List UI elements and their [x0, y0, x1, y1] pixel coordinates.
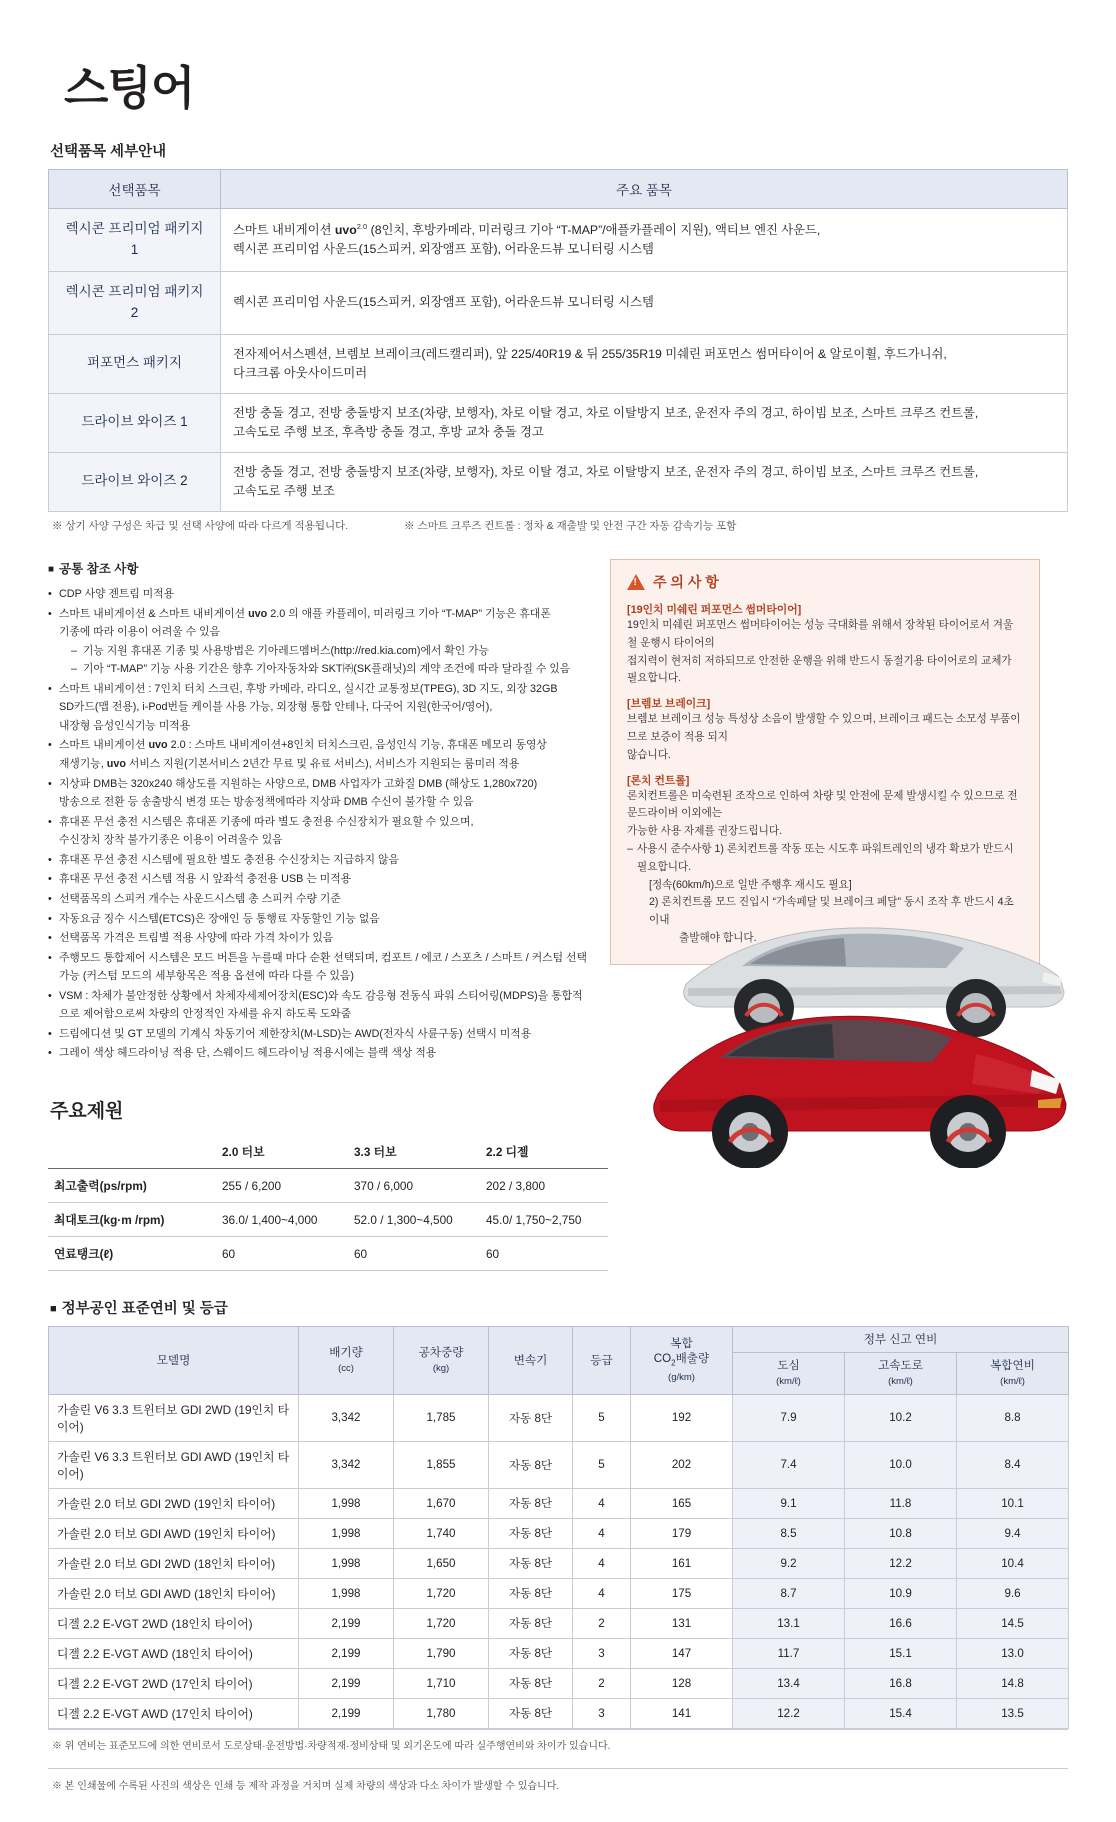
table-row	[48, 1169, 608, 1203]
fuel-combined: 10.1	[957, 1488, 1069, 1518]
fuel-city: 9.2	[733, 1548, 845, 1578]
fuel-co2: 128	[631, 1668, 733, 1698]
list-item: • CDP 사양 젠트림 미적용	[48, 585, 588, 604]
warning-block-text: 브렘보 브레이크 성능 특성상 소음이 발생할 수 있으며, 브레이크 패드는 소모성 부품이므로 보증이 적용 되지 않습니다.	[627, 713, 1021, 761]
option-detail: 전방 충돌 경고, 전방 충돌방지 보조(차량, 보행자), 차로 이탈 경고, 차로 이탈방지 보조, 운전자 주의 경고, 하이빔 보조, 스마트 크루즈 컨트롤, 고속도로 주행 보조	[221, 452, 1068, 511]
fuel-kg: 1,855	[394, 1441, 489, 1488]
fuel-trans: 자동 8단	[489, 1441, 573, 1488]
table-row	[49, 1488, 1069, 1518]
fuel-combined: 14.8	[957, 1668, 1069, 1698]
list-item: • 선택품목의 스피커 개수는 사운드시스템 총 스피커 수량 기준	[48, 890, 588, 909]
warning-block-text: 19인치 미쉐린 퍼포먼스 썸머타이어는 성능 극대화를 위해서 장착된 타이어로서 겨울철 운행시 타이어의 접지력이 현저히 저하되므로 안전한 운행을 위해 반드시 동절기용 타이어로의 교체가 필요합니다.	[627, 618, 1014, 685]
warning-title: 주 의 사 항	[653, 573, 719, 590]
option-note-1: ※ 상기 사양 구성은 차급 및 선택 사양에 따라 다르게 적용됩니다.	[52, 519, 349, 532]
fuel-co2: 179	[631, 1518, 733, 1548]
list-item: • 드림에디션 및 GT 모델의 기계식 차동기어 제한장치(M-LSD)는 AWD(전자식 사륜구동) 선택시 미적용	[48, 1025, 588, 1044]
fuel-highway: 10.2	[845, 1394, 957, 1441]
fuel-grade: 5	[573, 1441, 631, 1488]
fuel-combined: 9.4	[957, 1518, 1069, 1548]
option-name: 드라이브 와이즈 2	[49, 452, 221, 511]
fuel-model: 가솔린 2.0 터보 GDI 2WD (18인치 타이어)	[49, 1548, 299, 1578]
list-item: • 자동요금 징수 시스템(ETCS)은 장애인 등 통행료 자동할인 기능 없음	[48, 910, 588, 929]
spec-value: 45.0/ 1,750~2,750	[480, 1203, 608, 1237]
fuel-highway: 12.2	[845, 1548, 957, 1578]
fuel-cc: 3,342	[299, 1394, 394, 1441]
fuel-co2: 165	[631, 1488, 733, 1518]
table-row	[49, 334, 1068, 393]
option-name: 드라이브 와이즈 1	[49, 393, 221, 452]
fuel-grade: 4	[573, 1488, 631, 1518]
fuel-co2: 175	[631, 1578, 733, 1608]
fuel-cc: 1,998	[299, 1548, 394, 1578]
fuel-highway: 16.8	[845, 1668, 957, 1698]
fuel-trans: 자동 8단	[489, 1608, 573, 1638]
table-row	[48, 1203, 608, 1237]
red-car	[654, 1016, 1066, 1168]
option-detail: 전방 충돌 경고, 전방 충돌방지 보조(차량, 보행자), 차로 이탈 경고, 차로 이탈방지 보조, 운전자 주의 경고, 하이빔 보조, 스마트 크루즈 컨트롤, 고속도로 주행 보조, 후측방 충돌 경고, 후방 교차 충돌 경고	[221, 393, 1068, 452]
fuel-cc: 2,199	[299, 1638, 394, 1668]
fuel-grade: 4	[573, 1548, 631, 1578]
spec-value: 60	[216, 1237, 348, 1271]
option-section-heading: 선택품목 세부안내	[50, 144, 167, 160]
fuel-trans: 자동 8단	[489, 1394, 573, 1441]
spec-value: 60	[480, 1237, 608, 1271]
fuel-trans: 자동 8단	[489, 1518, 573, 1548]
fuel-grade: 4	[573, 1578, 631, 1608]
fuel-cc: 1,998	[299, 1488, 394, 1518]
fuel-kg: 1,720	[394, 1578, 489, 1608]
table-row	[49, 1638, 1069, 1668]
fuel-highway: 11.8	[845, 1488, 957, 1518]
table-header-row	[49, 170, 1068, 209]
spec-value: 52.0 / 1,300~4,500	[348, 1203, 480, 1237]
option-detail: 스마트 내비게이션 uvo$^{2.0}$ (8인치, 후방카메라, 미러링크 기아 “T-MAP”/애플카플레이 지원), 액티브 엔진 사운드, 렉시콘 프리미엄 사운드(15스피커, 외장앰프 포함), 어라운드뷰 모니터링 시스템	[221, 209, 1068, 272]
spec-value: 60	[348, 1237, 480, 1271]
spec-value: 370 / 6,000	[348, 1169, 480, 1203]
table-row	[49, 1548, 1069, 1578]
fuel-highway: 10.0	[845, 1441, 957, 1488]
fuel-trans: 자동 8단	[489, 1488, 573, 1518]
table-row	[49, 1394, 1069, 1441]
fuel-combined: 9.6	[957, 1578, 1069, 1608]
table-row	[49, 393, 1068, 452]
col-header-displacement: 배기량 (cc)	[299, 1327, 394, 1394]
fuel-grade: 5	[573, 1394, 631, 1441]
fuel-kg: 1,780	[394, 1698, 489, 1728]
list-item: • 휴대폰 무선 충전 시스템은 휴대폰 기종에 따라 별도 충전용 수신장치가 필요할 수 있으며, 수신장치 장착 불가기종은 이용이 어려울수 있음	[48, 813, 588, 850]
warning-indent-line: [정속(60km/h)으로 일반 주행후 재시도 필요]	[649, 878, 852, 891]
fuel-grade: 3	[573, 1638, 631, 1668]
fuel-table-body	[49, 1394, 1069, 1728]
option-detail: 전자제어서스펜션, 브렘보 브레이크(레드캘리퍼), 앞 225/40R19 & 뒤 255/35R19 미쉐린 퍼포먼스 썸머타이어 & 알로이휠, 후드가니쉬, 다크크롬 아웃사이드미러	[221, 334, 1068, 393]
fuel-footnote: ※ 위 연비는 표준모드에 의한 연비로서 도로상태·운전방법·차량적재·정비상태 및 외기온도에 따라 실주행연비와 차이가 있습니다.	[48, 1729, 1068, 1752]
fuel-grade: 2	[573, 1668, 631, 1698]
fuel-kg: 1,710	[394, 1668, 489, 1698]
fuel-model: 디젤 2.2 E-VGT AWD (17인치 타이어)	[49, 1698, 299, 1728]
fuel-model: 디젤 2.2 E-VGT 2WD (18인치 타이어)	[49, 1608, 299, 1638]
table-row	[49, 452, 1068, 511]
list-item: • 스마트 내비게이션 uvo 2.0 : 스마트 내비게이션+8인치 터치스크린, 음성인식 기능, 휴대폰 메모리 동영상 재생기능, uvo 서비스 지원(기본서비스 2년간 무료 및 유료 서비스), 서비스가 지원되는 룸미러 적용	[48, 736, 588, 773]
fuel-combined: 8.4	[957, 1441, 1069, 1488]
common-reference	[48, 559, 588, 1064]
fuel-trans: 자동 8단	[489, 1668, 573, 1698]
spec-value: 255 / 6,200	[216, 1169, 348, 1203]
fuel-section-heading: ■ 정부공인 표준연비 및 등급	[50, 1297, 1068, 1318]
table-header-row	[48, 1135, 608, 1169]
fuel-combined: 8.8	[957, 1394, 1069, 1441]
col-header-option: 선택품목	[49, 170, 221, 209]
table-header-row	[49, 1327, 1069, 1353]
fuel-combined: 13.0	[957, 1638, 1069, 1668]
fuel-cc: 1,998	[299, 1578, 394, 1608]
sub-list	[59, 642, 588, 679]
col-header-gov-group: 정부 신고 연비	[733, 1327, 1069, 1353]
list-item: • 그레이 색상 헤드라이닝 적용 단, 스웨이드 헤드라이닝 적용시에는 블랙 색상 적용	[48, 1044, 588, 1063]
list-item: • VSM : 차체가 불안정한 상황에서 차체자세제어장치(ESC)와 속도 감응형 전동식 파워 스티어링(MDPS)을 통합적 으로 제어함으로써 차량의 안정적인 자세를 유지 하도록 도와줌	[48, 987, 588, 1024]
fuel-co2: 131	[631, 1608, 733, 1638]
col-header-city: 도심 (km/ℓ)	[733, 1353, 845, 1394]
option-name: 렉시콘 프리미엄 패키지 1	[49, 209, 221, 272]
fuel-city: 8.7	[733, 1578, 845, 1608]
fuel-model: 가솔린 V6 3.3 트윈터보 GDI 2WD (19인치 타이어)	[49, 1394, 299, 1441]
fuel-cc: 2,199	[299, 1608, 394, 1638]
sub-item: – 기아 “T-MAP” 기능 사용 기간은 향후 기아자동차와 SKT㈜(SK플래닛)의 계약 조건에 따라 달라질 수 있음	[71, 660, 588, 679]
list-item: • 휴대폰 무선 충전 시스템 적용 시 앞좌석 충전용 USB 는 미적용	[48, 870, 588, 889]
table-row	[49, 1698, 1069, 1728]
fuel-co2: 161	[631, 1548, 733, 1578]
fuel-co2: 202	[631, 1441, 733, 1488]
list-item: • 선택품목 가격은 트림별 적용 사양에 따라 가격 차이가 있음	[48, 929, 588, 948]
warning-block-label: [19인치 미쉐린 퍼포먼스 썸머타이어]	[627, 603, 802, 616]
fuel-grade: 2	[573, 1608, 631, 1638]
fuel-cc: 1,998	[299, 1518, 394, 1548]
fuel-co2: 147	[631, 1638, 733, 1668]
spec-title: 주요제원	[50, 1101, 124, 1123]
fuel-city: 7.9	[733, 1394, 845, 1441]
fuel-highway: 10.8	[845, 1518, 957, 1548]
fuel-co2: 192	[631, 1394, 733, 1441]
fuel-highway: 10.9	[845, 1578, 957, 1608]
option-detail: 렉시콘 프리미엄 사운드(15스피커, 외장앰프 포함), 어라운드뷰 모니터링 시스템	[221, 271, 1068, 334]
table-row	[48, 1237, 608, 1271]
sub-item: – 기능 지원 휴대폰 기종 및 사용방법은 기아레드멤버스(http://red.kia.com)에서 확인 가능	[71, 642, 588, 661]
fuel-combined: 14.5	[957, 1608, 1069, 1638]
fuel-city: 11.7	[733, 1638, 845, 1668]
fuel-trans: 자동 8단	[489, 1698, 573, 1728]
table-row	[49, 1668, 1069, 1698]
document-page	[0, 52, 1116, 1792]
fuel-model: 가솔린 V6 3.3 트윈터보 GDI AWD (19인치 타이어)	[49, 1441, 299, 1488]
fuel-combined: 13.5	[957, 1698, 1069, 1728]
fuel-model: 디젤 2.2 E-VGT AWD (18인치 타이어)	[49, 1638, 299, 1668]
spec-row-label: 최고출력(ps/rpm)	[48, 1169, 216, 1203]
warning-block-label: [론치 컨트롤]	[627, 774, 690, 787]
spec-row-label: 최대토크(kg·m /rpm)	[48, 1203, 216, 1237]
table-row	[49, 1518, 1069, 1548]
fuel-table	[48, 1326, 1069, 1728]
col-header-co2: 복합 $CO_2$배출량 (g/km)	[631, 1327, 733, 1394]
table-row	[49, 1608, 1069, 1638]
print-footnote: ※ 본 인쇄물에 수록된 사진의 색상은 인쇄 등 제작 과정을 거치며 실제 차량의 색상과 다소 차이가 발생할 수 있습니다.	[48, 1768, 1068, 1792]
col-header-detail: 주요 품목	[221, 170, 1068, 209]
list-item: • 휴대폰 무선 충전 시스템에 필요한 별도 충전용 수신장치는 지급하지 않음	[48, 851, 588, 870]
option-name: 퍼포먼스 패키지	[49, 334, 221, 393]
fuel-grade: 3	[573, 1698, 631, 1728]
fuel-model: 가솔린 2.0 터보 GDI AWD (18인치 타이어)	[49, 1578, 299, 1608]
spec-table	[48, 1135, 608, 1271]
option-table	[48, 169, 1068, 512]
list-item: • 지상파 DMB는 320x240 해상도를 지원하는 사양으로, DMB 사업자가 고화질 DMB (해상도 1,280x720) 방송으로 전환 등 송출방식 변경 또는 방송정책에따라 지상파 DMB 수신이 불가할 수 있음	[48, 775, 588, 812]
fuel-model: 디젤 2.2 E-VGT 2WD (17인치 타이어)	[49, 1668, 299, 1698]
vehicle-svg	[646, 888, 1076, 1168]
spec-col-22diesel: 2.2 디젤	[480, 1135, 608, 1169]
fuel-highway: 16.6	[845, 1608, 957, 1638]
fuel-city: 13.1	[733, 1608, 845, 1638]
fuel-trans: 자동 8단	[489, 1548, 573, 1578]
fuel-cc: 3,342	[299, 1441, 394, 1488]
col-header-grade: 등급	[573, 1327, 631, 1394]
fuel-kg: 1,720	[394, 1608, 489, 1638]
fuel-highway: 15.4	[845, 1698, 957, 1728]
col-header-transmission: 변속기	[489, 1327, 573, 1394]
page-title: 스팅어	[64, 62, 195, 114]
fuel-city: 8.5	[733, 1518, 845, 1548]
fuel-model: 가솔린 2.0 터보 GDI 2WD (19인치 타이어)	[49, 1488, 299, 1518]
table-row	[49, 1578, 1069, 1608]
fuel-kg: 1,670	[394, 1488, 489, 1518]
fuel-trans: 자동 8단	[489, 1638, 573, 1668]
fuel-grade: 4	[573, 1518, 631, 1548]
fuel-kg: 1,650	[394, 1548, 489, 1578]
spec-col-20turbo: 2.0 터보	[216, 1135, 348, 1169]
col-header-model: 모델명	[49, 1327, 299, 1394]
fuel-city: 12.2	[733, 1698, 845, 1728]
common-reference-heading: ■ 공통 참조 사항	[48, 559, 588, 577]
option-note-2: ※ 스마트 크루즈 컨트롤 : 정차 & 재출발 및 안전 구간 자동 감속기능 포함	[404, 519, 737, 532]
table-row	[49, 209, 1068, 272]
table-row	[49, 1441, 1069, 1488]
fuel-highway: 15.1	[845, 1638, 957, 1668]
fuel-co2: 141	[631, 1698, 733, 1728]
fuel-cc: 2,199	[299, 1668, 394, 1698]
option-notes	[52, 518, 1068, 533]
list-item: • 스마트 내비게이션 & 스마트 내비게이션 uvo 2.0 의 애플 카플레이, 미러링크 기아 “T-MAP” 기능은 휴대폰 기종에 따라 이용이 어려울 수 있음 – 기능 지원 휴대폰 기종 및 사용방법은 기아레드멤버스(http://red.kia.com)에서 확인 가능 – 기아 “T-MAP” 기능 사용 기간은 향후 기아자동차와 SKT㈜(SK플래닛)의 계약 조건에 따라 달라질 수 있음	[48, 605, 588, 679]
fuel-kg: 1,785	[394, 1394, 489, 1441]
spec-col-blank	[48, 1135, 216, 1169]
spec-row-label: 연료탱크(ℓ)	[48, 1237, 216, 1271]
fuel-kg: 1,790	[394, 1638, 489, 1668]
fuel-city: 9.1	[733, 1488, 845, 1518]
fuel-city: 7.4	[733, 1441, 845, 1488]
fuel-cc: 2,199	[299, 1698, 394, 1728]
list-item: • 스마트 내비게이션 : 7인치 터치 스크린, 후방 카메라, 라디오, 실시간 교통정보(TPEG), 3D 지도, 외장 32GB SD카드(맵 전용), i-Pod번들 케이블 사용 가능, 외장형 통합 안테나, 다국어 지원(한국어/영어), 내장형 음성인식기능 미적용	[48, 680, 588, 736]
col-header-highway: 고속도로 (km/ℓ)	[845, 1353, 957, 1394]
warning-block-text: 론치컨트롤은 미숙련된 조작으로 인하여 차량 및 안전에 문제 발생시킬 수 있으므로 전문드라이버 이외에는 가능한 사용 자제를 권장드립니다. – 사용시 준수사항 1) 론치컨트롤 작동 또는 시도후 파워트레인의 냉각 확보가 반드시 필요합니다. [정속(60km/h)으로 일반 주행후 재시도 필요] 2) 론치컨트롤 모드 진입시 “가속페달 및 브레이크 페달” 동시 조작 후 반드시 4초 이내 출발해야 합니다.	[627, 788, 1023, 948]
col-header-weight: 공차중량 (kg)	[394, 1327, 489, 1394]
spec-value: 202 / 3,800	[480, 1169, 608, 1203]
option-name: 렉시콘 프리미엄 패키지 2	[49, 271, 221, 334]
vehicle-illustration	[646, 888, 1076, 1168]
warning-triangle-icon	[627, 574, 645, 590]
spec-col-33turbo: 3.3 터보	[348, 1135, 480, 1169]
spec-value: 36.0/ 1,400~4,000	[216, 1203, 348, 1237]
fuel-model: 가솔린 2.0 터보 GDI AWD (19인치 타이어)	[49, 1518, 299, 1548]
table-row	[49, 271, 1068, 334]
common-reference-list	[48, 585, 588, 1063]
warning-indent-line-2: 2) 론치컨트롤 모드 진입시 “가속페달 및 브레이크 페달” 동시 조작 후 반드시 4초 이내 출발해야 합니다.	[649, 896, 1014, 944]
warning-dash-line: – 사용시 준수사항 1) 론치컨트롤 작동 또는 시도후 파워트레인의 냉각 확보가 반드시 필요합니다.	[627, 841, 1023, 877]
list-item: • 주행모드 통합제어 시스템은 모드 버튼을 누를때 마다 순환 선택되며, 컴포트 / 에코 / 스포츠 / 스마트 / 커스텀 선택 가능 (커스텀 모드의 세부항목은 적용 옵션에 따라 다를 수 있음)	[48, 949, 588, 986]
warning-header	[627, 572, 1023, 592]
fuel-combined: 10.4	[957, 1548, 1069, 1578]
fuel-kg: 1,740	[394, 1518, 489, 1548]
col-header-combined: 복합연비 (km/ℓ)	[957, 1353, 1069, 1394]
fuel-city: 13.4	[733, 1668, 845, 1698]
warning-block-label: [브렘보 브레이크]	[627, 698, 711, 711]
fuel-trans: 자동 8단	[489, 1578, 573, 1608]
